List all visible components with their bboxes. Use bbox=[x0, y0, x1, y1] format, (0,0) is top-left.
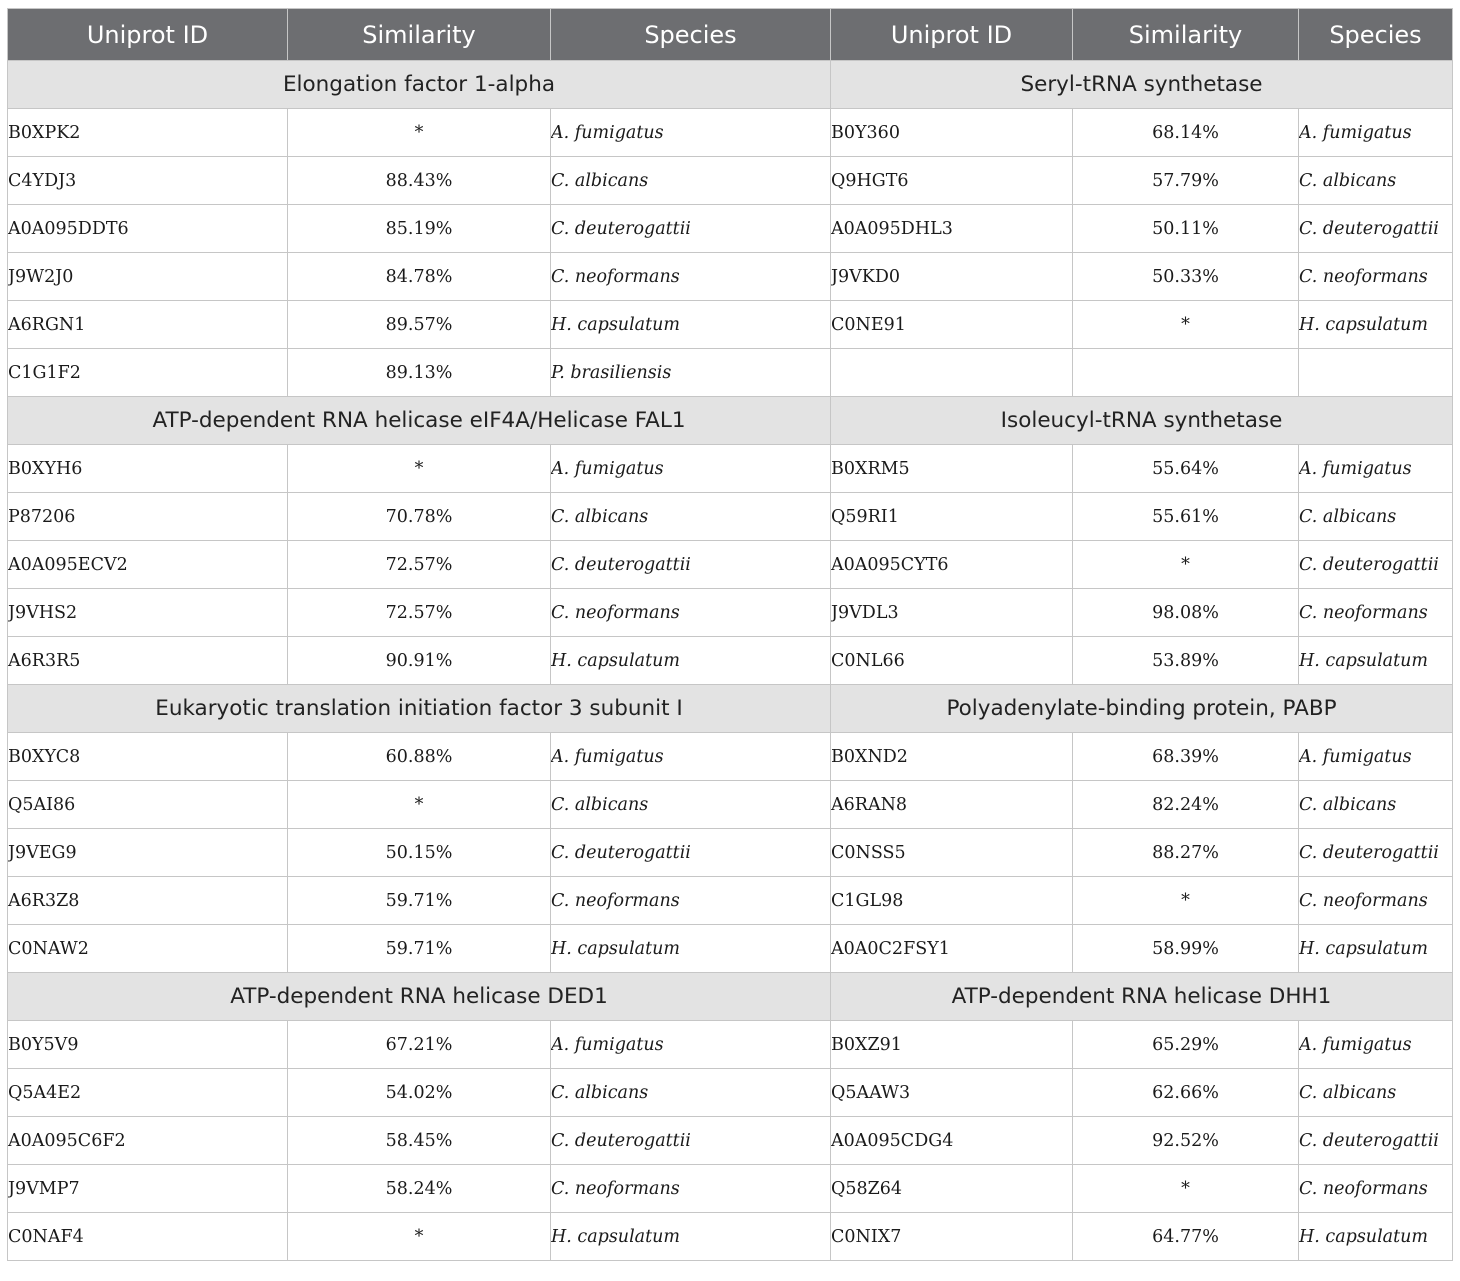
uniprot-id-cell-left: A6R3R5 bbox=[8, 637, 288, 685]
uniprot-id-cell-left: J9W2J0 bbox=[8, 253, 288, 301]
uniprot-id-cell-left: C1G1F2 bbox=[8, 349, 288, 397]
section-title-left: ATP-dependent RNA helicase eIF4A/Helicase FAL1 bbox=[8, 397, 831, 445]
uniprot-id-cell-left: J9VMP7 bbox=[8, 1165, 288, 1213]
species-cell-left: A. fumigatus bbox=[551, 733, 831, 781]
species-cell-right: C. deuterogattii bbox=[1299, 205, 1453, 253]
species-cell-left: C. neoformans bbox=[551, 877, 831, 925]
similarity-cell-left: 90.91% bbox=[288, 637, 551, 685]
uniprot-id-cell-left: C0NAF4 bbox=[8, 1213, 288, 1261]
uniprot-id-cell-left: P87206 bbox=[8, 493, 288, 541]
species-cell-left: P. brasiliensis bbox=[551, 349, 831, 397]
uniprot-id-cell-right: C0NSS5 bbox=[831, 829, 1073, 877]
similarity-cell-right: 55.64% bbox=[1073, 445, 1299, 493]
table-row bbox=[8, 781, 1453, 829]
header-row bbox=[8, 9, 1453, 61]
species-cell-left: A. fumigatus bbox=[551, 445, 831, 493]
uniprot-id-cell-left: B0XYC8 bbox=[8, 733, 288, 781]
species-cell-right: C. deuterogattii bbox=[1299, 541, 1453, 589]
similarity-cell-right: 82.24% bbox=[1073, 781, 1299, 829]
similarity-cell-left: 60.88% bbox=[288, 733, 551, 781]
similarity-table bbox=[7, 8, 1453, 1261]
similarity-cell-right: 57.79% bbox=[1073, 157, 1299, 205]
table-row bbox=[8, 1165, 1453, 1213]
header-similarity-left: Similarity bbox=[288, 9, 551, 61]
species-cell-right: H. capsulatum bbox=[1299, 925, 1453, 973]
uniprot-id-cell-right: B0XRM5 bbox=[831, 445, 1073, 493]
species-cell-left: C. neoformans bbox=[551, 253, 831, 301]
uniprot-id-cell-right: C0NIX7 bbox=[831, 1213, 1073, 1261]
similarity-cell-right: 50.11% bbox=[1073, 205, 1299, 253]
similarity-cell-left: 89.13% bbox=[288, 349, 551, 397]
similarity-cell-left: 59.71% bbox=[288, 877, 551, 925]
header-uniprot-id-left: Uniprot ID bbox=[8, 9, 288, 61]
uniprot-id-cell-left: J9VEG9 bbox=[8, 829, 288, 877]
section-title-right: Seryl-tRNA synthetase bbox=[831, 61, 1453, 109]
uniprot-id-cell-left: B0XYH6 bbox=[8, 445, 288, 493]
similarity-cell-right: * bbox=[1073, 301, 1299, 349]
similarity-cell-right: 65.29% bbox=[1073, 1021, 1299, 1069]
section-title-left: Elongation factor 1-alpha bbox=[8, 61, 831, 109]
species-cell-left: C. deuterogattii bbox=[551, 829, 831, 877]
section-row bbox=[8, 685, 1453, 733]
uniprot-id-cell-left: B0Y5V9 bbox=[8, 1021, 288, 1069]
similarity-cell-left: 72.57% bbox=[288, 541, 551, 589]
species-cell-left: C. albicans bbox=[551, 157, 831, 205]
similarity-cell-right: 92.52% bbox=[1073, 1117, 1299, 1165]
table-row bbox=[8, 445, 1453, 493]
species-cell-left: A. fumigatus bbox=[551, 109, 831, 157]
species-cell-left: H. capsulatum bbox=[551, 925, 831, 973]
species-cell-left: H. capsulatum bbox=[551, 1213, 831, 1261]
uniprot-id-cell-left: C0NAW2 bbox=[8, 925, 288, 973]
similarity-cell-left: * bbox=[288, 781, 551, 829]
uniprot-id-cell-left: C4YDJ3 bbox=[8, 157, 288, 205]
species-cell-left: C. deuterogattii bbox=[551, 205, 831, 253]
uniprot-id-cell-left: A0A095DDT6 bbox=[8, 205, 288, 253]
section-title-right: ATP-dependent RNA helicase DHH1 bbox=[831, 973, 1453, 1021]
table-row bbox=[8, 877, 1453, 925]
similarity-cell-right: 68.39% bbox=[1073, 733, 1299, 781]
uniprot-id-cell-right: A0A095CDG4 bbox=[831, 1117, 1073, 1165]
similarity-cell-right: 68.14% bbox=[1073, 109, 1299, 157]
table-row bbox=[8, 829, 1453, 877]
similarity-cell-left: 85.19% bbox=[288, 205, 551, 253]
species-cell-right: A. fumigatus bbox=[1299, 733, 1453, 781]
similarity-cell-left: 54.02% bbox=[288, 1069, 551, 1117]
species-cell-left: C. albicans bbox=[551, 493, 831, 541]
similarity-cell-right: 98.08% bbox=[1073, 589, 1299, 637]
table-row bbox=[8, 925, 1453, 973]
uniprot-id-cell-right: Q58Z64 bbox=[831, 1165, 1073, 1213]
species-cell-left: C. neoformans bbox=[551, 589, 831, 637]
species-cell-left: A. fumigatus bbox=[551, 1021, 831, 1069]
similarity-cell-left: 89.57% bbox=[288, 301, 551, 349]
species-cell-left: H. capsulatum bbox=[551, 301, 831, 349]
section-row bbox=[8, 61, 1453, 109]
similarity-cell-right: 64.77% bbox=[1073, 1213, 1299, 1261]
similarity-cell-left: 72.57% bbox=[288, 589, 551, 637]
similarity-cell-left: 67.21% bbox=[288, 1021, 551, 1069]
species-cell-left: C. neoformans bbox=[551, 1165, 831, 1213]
species-cell-right: A. fumigatus bbox=[1299, 109, 1453, 157]
species-cell-left: C. albicans bbox=[551, 781, 831, 829]
table-row bbox=[8, 1213, 1453, 1261]
uniprot-id-cell-left: A6R3Z8 bbox=[8, 877, 288, 925]
species-cell-left: C. deuterogattii bbox=[551, 541, 831, 589]
species-cell-right: A. fumigatus bbox=[1299, 1021, 1453, 1069]
similarity-cell-right: * bbox=[1073, 877, 1299, 925]
uniprot-id-cell-right: B0XND2 bbox=[831, 733, 1073, 781]
table-body bbox=[8, 61, 1453, 1261]
uniprot-id-cell-right: B0Y360 bbox=[831, 109, 1073, 157]
uniprot-id-cell-right: Q9HGT6 bbox=[831, 157, 1073, 205]
table-row bbox=[8, 1117, 1453, 1165]
table-row bbox=[8, 157, 1453, 205]
species-cell-right: H. capsulatum bbox=[1299, 1213, 1453, 1261]
species-cell-left: H. capsulatum bbox=[551, 637, 831, 685]
species-cell-right: C. deuterogattii bbox=[1299, 1117, 1453, 1165]
uniprot-id-cell-left: Q5AI86 bbox=[8, 781, 288, 829]
species-cell-right: C. deuterogattii bbox=[1299, 829, 1453, 877]
section-title-right: Polyadenylate-binding protein, PABP bbox=[831, 685, 1453, 733]
similarity-cell-left: 58.45% bbox=[288, 1117, 551, 1165]
similarity-cell-right: * bbox=[1073, 1165, 1299, 1213]
species-cell-right: H. capsulatum bbox=[1299, 301, 1453, 349]
similarity-cell-right: 58.99% bbox=[1073, 925, 1299, 973]
similarity-cell-right: 53.89% bbox=[1073, 637, 1299, 685]
section-row bbox=[8, 973, 1453, 1021]
uniprot-id-cell-right: J9VKD0 bbox=[831, 253, 1073, 301]
uniprot-id-cell-right: A6RAN8 bbox=[831, 781, 1073, 829]
table-row bbox=[8, 637, 1453, 685]
uniprot-id-cell-right bbox=[831, 349, 1073, 397]
header-species-left: Species bbox=[551, 9, 831, 61]
species-cell-right bbox=[1299, 349, 1453, 397]
header-uniprot-id-right: Uniprot ID bbox=[831, 9, 1073, 61]
uniprot-id-cell-right: A0A0C2FSY1 bbox=[831, 925, 1073, 973]
uniprot-id-cell-left: B0XPK2 bbox=[8, 109, 288, 157]
uniprot-id-cell-right: C1GL98 bbox=[831, 877, 1073, 925]
uniprot-id-cell-left: J9VHS2 bbox=[8, 589, 288, 637]
table-row bbox=[8, 1021, 1453, 1069]
species-cell-left: C. deuterogattii bbox=[551, 1117, 831, 1165]
uniprot-id-cell-right: Q5AAW3 bbox=[831, 1069, 1073, 1117]
section-title-left: Eukaryotic translation initiation factor 3 subunit I bbox=[8, 685, 831, 733]
table-row bbox=[8, 205, 1453, 253]
similarity-cell-right: * bbox=[1073, 541, 1299, 589]
section-row bbox=[8, 397, 1453, 445]
species-cell-left: C. albicans bbox=[551, 1069, 831, 1117]
table-row bbox=[8, 253, 1453, 301]
uniprot-id-cell-right: B0XZ91 bbox=[831, 1021, 1073, 1069]
section-title-right: Isoleucyl-tRNA synthetase bbox=[831, 397, 1453, 445]
table-row bbox=[8, 733, 1453, 781]
species-cell-right: C. neoformans bbox=[1299, 589, 1453, 637]
similarity-cell-right: 88.27% bbox=[1073, 829, 1299, 877]
similarity-cell-left: 50.15% bbox=[288, 829, 551, 877]
section-title-left: ATP-dependent RNA helicase DED1 bbox=[8, 973, 831, 1021]
species-cell-right: C. neoformans bbox=[1299, 253, 1453, 301]
similarity-cell-right: 55.61% bbox=[1073, 493, 1299, 541]
table-row bbox=[8, 301, 1453, 349]
table-row bbox=[8, 109, 1453, 157]
uniprot-id-cell-right: Q59RI1 bbox=[831, 493, 1073, 541]
header-species-right: Species bbox=[1299, 9, 1453, 61]
uniprot-id-cell-left: A6RGN1 bbox=[8, 301, 288, 349]
similarity-cell-left: * bbox=[288, 109, 551, 157]
species-cell-right: C. albicans bbox=[1299, 781, 1453, 829]
uniprot-id-cell-right: C0NL66 bbox=[831, 637, 1073, 685]
species-cell-right: C. albicans bbox=[1299, 157, 1453, 205]
header-similarity-right: Similarity bbox=[1073, 9, 1299, 61]
similarity-cell-left: 70.78% bbox=[288, 493, 551, 541]
table-row bbox=[8, 541, 1453, 589]
similarity-cell-right: 50.33% bbox=[1073, 253, 1299, 301]
uniprot-id-cell-left: A0A095ECV2 bbox=[8, 541, 288, 589]
species-cell-right: C. neoformans bbox=[1299, 1165, 1453, 1213]
species-cell-right: A. fumigatus bbox=[1299, 445, 1453, 493]
uniprot-id-cell-right: J9VDL3 bbox=[831, 589, 1073, 637]
uniprot-id-cell-right: A0A095CYT6 bbox=[831, 541, 1073, 589]
uniprot-id-cell-left: Q5A4E2 bbox=[8, 1069, 288, 1117]
uniprot-id-cell-right: A0A095DHL3 bbox=[831, 205, 1073, 253]
similarity-cell-left: 88.43% bbox=[288, 157, 551, 205]
similarity-cell-left: * bbox=[288, 445, 551, 493]
table-row bbox=[8, 493, 1453, 541]
similarity-cell-right bbox=[1073, 349, 1299, 397]
uniprot-id-cell-right: C0NE91 bbox=[831, 301, 1073, 349]
species-cell-right: C. neoformans bbox=[1299, 877, 1453, 925]
table-row bbox=[8, 349, 1453, 397]
similarity-cell-left: * bbox=[288, 1213, 551, 1261]
similarity-cell-right: 62.66% bbox=[1073, 1069, 1299, 1117]
table-row bbox=[8, 589, 1453, 637]
similarity-cell-left: 58.24% bbox=[288, 1165, 551, 1213]
species-cell-right: C. albicans bbox=[1299, 1069, 1453, 1117]
similarity-cell-left: 59.71% bbox=[288, 925, 551, 973]
table-row bbox=[8, 1069, 1453, 1117]
similarity-cell-left: 84.78% bbox=[288, 253, 551, 301]
species-cell-right: H. capsulatum bbox=[1299, 637, 1453, 685]
uniprot-id-cell-left: A0A095C6F2 bbox=[8, 1117, 288, 1165]
species-cell-right: C. albicans bbox=[1299, 493, 1453, 541]
